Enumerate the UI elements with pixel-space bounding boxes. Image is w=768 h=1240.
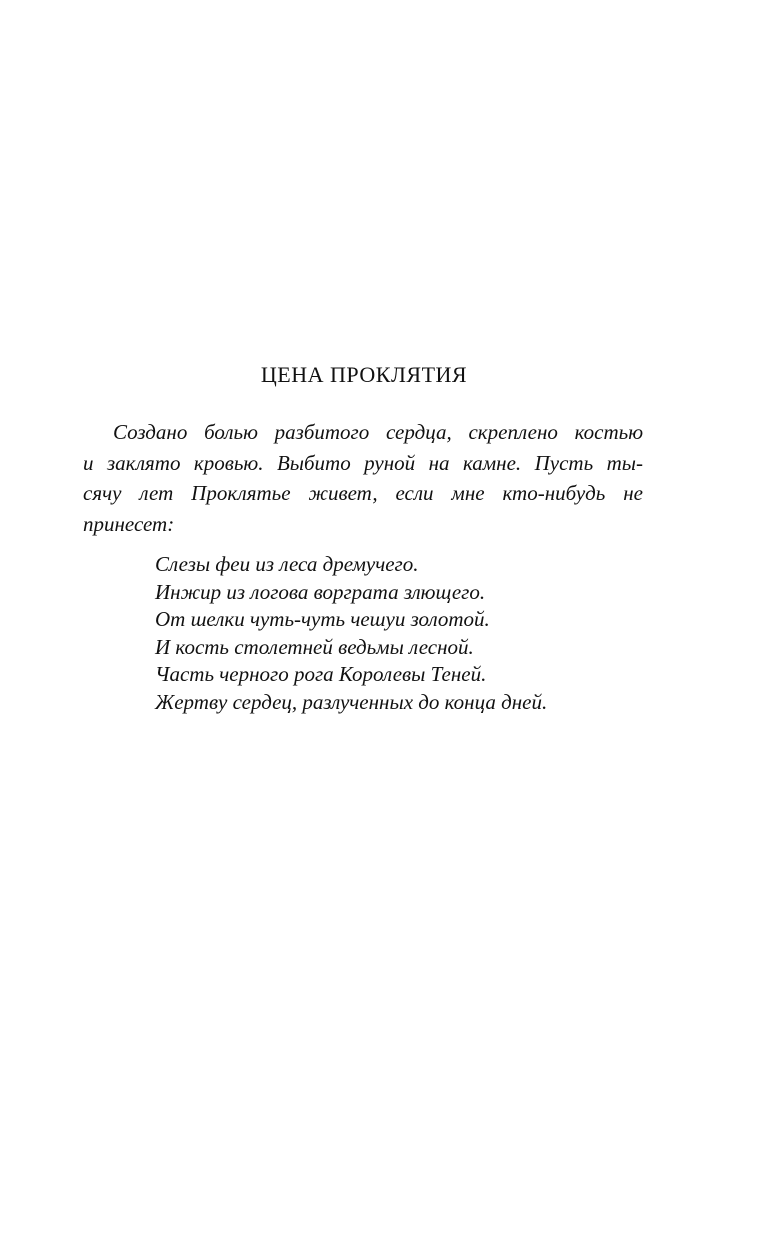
paragraph-line: принесет: bbox=[83, 511, 175, 536]
verse-line: Часть черного рога Королевы Теней. bbox=[155, 662, 487, 686]
curse-verse-list bbox=[155, 551, 547, 716]
paragraph-line: сячу лет Проклятье живет, если мне кто-нибудь не bbox=[83, 481, 643, 505]
paragraph-line: и заклято кровью. Выбито руной на камне. Пусть ты- bbox=[83, 450, 643, 475]
chapter-title: ЦЕНА ПРОКЛЯТИЯ bbox=[260, 362, 468, 387]
verse-line: От шелки чуть-чуть чешуи золотой. bbox=[155, 607, 490, 631]
verse-line: Слезы феи из леса дремучего. bbox=[155, 552, 419, 576]
verse-line: И кость столетней ведьмы лесной. bbox=[155, 634, 474, 659]
curse-paragraph bbox=[83, 417, 643, 539]
verse-line: Жертву сердец, разлученных до конца дней. bbox=[155, 689, 548, 714]
paragraph-line: Создано болью разбитого сердца, скреплено костью bbox=[113, 420, 643, 444]
verse-line: Инжир из логова ворграта злющего. bbox=[155, 579, 486, 604]
